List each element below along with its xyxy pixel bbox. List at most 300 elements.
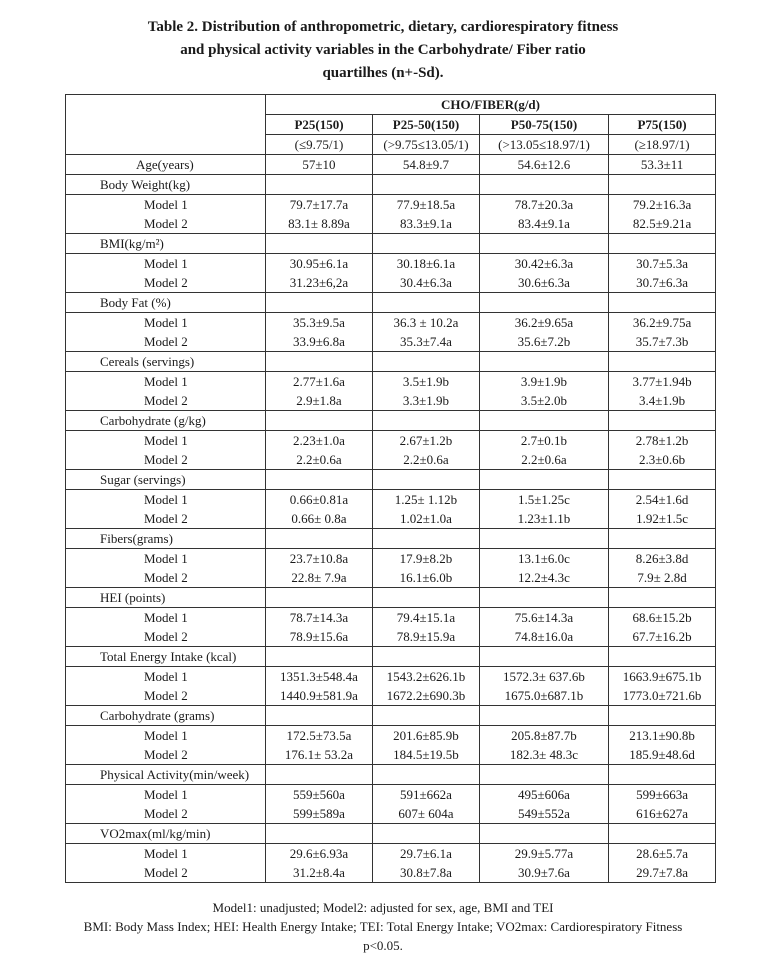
model-2-value: 35.7±7.3b bbox=[635, 334, 689, 349]
empty-cell bbox=[373, 175, 480, 195]
value-cell bbox=[480, 726, 609, 765]
model-1-value: 8.26±3.8d bbox=[635, 551, 689, 566]
model-2-value: 30.9±7.6a bbox=[518, 865, 570, 880]
model-label: Model 2 bbox=[144, 865, 188, 880]
model-1-value: 29.9±5.77a bbox=[514, 846, 574, 861]
model-label: Model 1 bbox=[144, 669, 188, 684]
model-2-value: 1.92±1.5c bbox=[636, 511, 688, 526]
model-label-cell bbox=[66, 254, 266, 293]
value-cell bbox=[373, 608, 480, 647]
value-cell bbox=[266, 726, 373, 765]
model-label: Model 1 bbox=[144, 846, 188, 861]
model-2-value: 35.3±7.4a bbox=[400, 334, 452, 349]
model-2-value: 176.1± 53.2a bbox=[284, 747, 354, 762]
model-2-value: 30.7±6.3a bbox=[636, 275, 688, 290]
value-cell bbox=[373, 254, 480, 293]
model-label: Model 1 bbox=[144, 433, 188, 448]
model-2-value: 30.4±6.3a bbox=[400, 275, 452, 290]
model-2-value: 83.1± 8.89a bbox=[288, 216, 350, 231]
model-2-value: 7.9± 2.8d bbox=[637, 570, 687, 585]
empty-cell bbox=[480, 411, 609, 431]
model-1-value: 36.2±9.65a bbox=[514, 315, 574, 330]
variable-label: Fibers(grams) bbox=[100, 531, 173, 546]
value-cell bbox=[266, 372, 373, 411]
variable-label: Carbohydrate (g/kg) bbox=[100, 413, 206, 428]
value-cell bbox=[480, 313, 609, 352]
value-cell bbox=[373, 372, 480, 411]
model-2-value: 182.3± 48.3c bbox=[509, 747, 579, 762]
empty-cell bbox=[373, 470, 480, 490]
model-2-value: 599±589a bbox=[293, 806, 345, 821]
value-cell bbox=[480, 608, 609, 647]
value-cell bbox=[480, 372, 609, 411]
empty-cell bbox=[609, 765, 716, 785]
variable-label: Body Weight(kg) bbox=[100, 177, 191, 192]
variable-label-cell bbox=[66, 293, 266, 313]
model-2-value: 1.23±1.1b bbox=[517, 511, 571, 526]
model-values-row bbox=[66, 726, 716, 765]
model-label: Model 2 bbox=[144, 275, 188, 290]
model-label: Model 2 bbox=[144, 511, 188, 526]
header-range: (≥18.97/1) bbox=[609, 135, 716, 155]
empty-cell bbox=[480, 352, 609, 372]
header-group-cell: CHO/FIBER(g/d) bbox=[266, 95, 716, 115]
value-cell bbox=[609, 726, 716, 765]
model-1-value: 2.78±1.2b bbox=[635, 433, 689, 448]
table-cell: 54.6±12.6 bbox=[480, 155, 609, 175]
value-cell bbox=[480, 844, 609, 883]
model-1-value: 1543.2±626.1b bbox=[386, 669, 466, 684]
model-label: Model 2 bbox=[144, 688, 188, 703]
empty-cell bbox=[480, 706, 609, 726]
model-1-value: 2.7±0.1b bbox=[520, 433, 568, 448]
variable-label-cell bbox=[66, 234, 266, 254]
empty-cell bbox=[266, 352, 373, 372]
model-1-value: 75.6±14.3a bbox=[514, 610, 574, 625]
variable-header-row bbox=[66, 411, 716, 431]
value-cell bbox=[373, 844, 480, 883]
empty-cell bbox=[266, 824, 373, 844]
model-values-row bbox=[66, 844, 716, 883]
model-2-value: 184.5±19.5b bbox=[393, 747, 459, 762]
variable-header-row bbox=[66, 765, 716, 785]
empty-cell bbox=[373, 352, 480, 372]
empty-cell bbox=[373, 647, 480, 667]
value-cell bbox=[266, 431, 373, 470]
value-cell bbox=[480, 195, 609, 234]
header-col: P75(150) bbox=[609, 115, 716, 135]
variable-label-cell bbox=[66, 765, 266, 785]
model-1-value: 599±663a bbox=[636, 787, 688, 802]
table-cell: 53.3±11 bbox=[609, 155, 716, 175]
model-2-value: 31.23±6,2a bbox=[289, 275, 349, 290]
model-2-value: 0.66± 0.8a bbox=[291, 511, 347, 526]
title-line-3: quartilhes (n+-Sd). bbox=[322, 65, 444, 81]
empty-cell bbox=[609, 175, 716, 195]
variable-label: Cereals (servings) bbox=[100, 354, 195, 369]
model-label-cell bbox=[66, 608, 266, 647]
model-1-value: 30.7±5.3a bbox=[636, 256, 688, 271]
empty-cell bbox=[609, 470, 716, 490]
model-1-value: 36.3 ± 10.2a bbox=[393, 315, 459, 330]
model-label-cell bbox=[66, 372, 266, 411]
value-cell bbox=[609, 490, 716, 529]
header-col: P25-50(150) bbox=[373, 115, 480, 135]
value-cell bbox=[373, 195, 480, 234]
model-label: Model 1 bbox=[144, 610, 188, 625]
model-label: Model 1 bbox=[144, 374, 188, 389]
model-1-value: 2.23±1.0a bbox=[293, 433, 345, 448]
value-cell bbox=[373, 785, 480, 824]
empty-cell bbox=[480, 529, 609, 549]
model-1-value: 79.4±15.1a bbox=[396, 610, 456, 625]
model-1-value: 36.2±9.75a bbox=[632, 315, 692, 330]
variable-header-row bbox=[66, 293, 716, 313]
empty-cell bbox=[480, 824, 609, 844]
model-2-value: 1440.9±581.9a bbox=[280, 688, 358, 703]
model-values-row bbox=[66, 372, 716, 411]
variable-label-cell bbox=[66, 529, 266, 549]
empty-cell bbox=[373, 234, 480, 254]
header-empty-cell bbox=[66, 95, 266, 155]
model-values-row bbox=[66, 313, 716, 352]
value-cell bbox=[609, 372, 716, 411]
empty-cell bbox=[609, 529, 716, 549]
model-1-value: 1351.3±548.4a bbox=[280, 669, 358, 684]
header-range: (>9.75≤13.05/1) bbox=[373, 135, 480, 155]
model-label-cell bbox=[66, 844, 266, 883]
model-1-value: 79.7±17.7a bbox=[289, 197, 349, 212]
variable-header-row bbox=[66, 588, 716, 608]
value-cell bbox=[373, 313, 480, 352]
variable-header-row bbox=[66, 470, 716, 490]
value-cell bbox=[480, 667, 609, 706]
variable-header-row bbox=[66, 706, 716, 726]
model-1-value: 77.9±18.5a bbox=[396, 197, 456, 212]
model-1-value: 495±606a bbox=[518, 787, 570, 802]
model-1-value: 2.67±1.2b bbox=[399, 433, 453, 448]
age-label: Age(years) bbox=[136, 157, 194, 172]
model-2-value: 30.8±7.8a bbox=[400, 865, 452, 880]
title-line-2: and physical activity variables in the Carbohydrate/ Fiber ratio bbox=[180, 42, 586, 58]
variable-header-row bbox=[66, 529, 716, 549]
model-values-row bbox=[66, 785, 716, 824]
model-2-value: 185.9±48.6d bbox=[629, 747, 695, 762]
empty-cell bbox=[480, 765, 609, 785]
model-label: Model 1 bbox=[144, 315, 188, 330]
model-2-value: 616±627a bbox=[636, 806, 688, 821]
empty-cell bbox=[266, 529, 373, 549]
table-body bbox=[66, 95, 716, 883]
model-values-row bbox=[66, 431, 716, 470]
value-cell bbox=[480, 549, 609, 588]
model-1-value: 17.9±8.2b bbox=[399, 551, 453, 566]
value-cell bbox=[266, 549, 373, 588]
model-2-value: 2.2±0.6a bbox=[521, 452, 567, 467]
model-2-value: 2.2±0.6a bbox=[296, 452, 342, 467]
variable-label: Body Fat (%) bbox=[100, 295, 171, 310]
model-label: Model 2 bbox=[144, 806, 188, 821]
title-line-1: Table 2. Distribution of anthropometric, dietary, cardiorespiratory fitness bbox=[147, 19, 619, 35]
value-cell bbox=[373, 549, 480, 588]
model-label-cell bbox=[66, 785, 266, 824]
empty-cell bbox=[266, 411, 373, 431]
empty-cell bbox=[266, 588, 373, 608]
value-cell bbox=[266, 313, 373, 352]
value-cell bbox=[266, 254, 373, 293]
model-1-value: 172.5±73.5a bbox=[286, 728, 352, 743]
value-cell bbox=[266, 844, 373, 883]
model-2-value: 74.8±16.0a bbox=[514, 629, 574, 644]
model-2-value: 83.4±9.1a bbox=[518, 216, 570, 231]
empty-cell bbox=[373, 293, 480, 313]
empty-cell bbox=[609, 411, 716, 431]
model-1-value: 591±662a bbox=[400, 787, 452, 802]
variable-label: Carbohydrate (grams) bbox=[100, 708, 215, 723]
model-1-value: 3.77±1.94b bbox=[632, 374, 692, 389]
variable-label: HEI (points) bbox=[100, 590, 166, 605]
variable-header-row bbox=[66, 234, 716, 254]
empty-cell bbox=[373, 765, 480, 785]
model-1-value: 78.7±14.3a bbox=[289, 610, 349, 625]
model-label-cell bbox=[66, 549, 266, 588]
model-1-value: 35.3±9.5a bbox=[293, 315, 345, 330]
model-2-value: 29.7±7.8a bbox=[636, 865, 688, 880]
model-2-value: 3.4±1.9b bbox=[638, 393, 686, 408]
value-cell bbox=[609, 313, 716, 352]
model-2-value: 67.7±16.2b bbox=[632, 629, 692, 644]
model-1-value: 1663.9±675.1b bbox=[622, 669, 702, 684]
model-1-value: 0.66±0.81a bbox=[289, 492, 349, 507]
model-1-value: 78.7±20.3a bbox=[514, 197, 574, 212]
table-cell: 57±10 bbox=[266, 155, 373, 175]
model-label: Model 2 bbox=[144, 393, 188, 408]
model-1-value: 30.95±6.1a bbox=[289, 256, 349, 271]
model-2-value: 30.6±6.3a bbox=[518, 275, 570, 290]
model-values-row bbox=[66, 667, 716, 706]
model-2-value: 16.1±6.0b bbox=[399, 570, 453, 585]
header-range: (≤9.75/1) bbox=[266, 135, 373, 155]
empty-cell bbox=[480, 647, 609, 667]
model-1-value: 79.2±16.3a bbox=[632, 197, 692, 212]
footnote-significance: p<0.05. bbox=[363, 938, 403, 953]
value-cell bbox=[480, 431, 609, 470]
footnote-abbreviations: BMI: Body Mass Index; HEI: Health Energy Intake; TEI: Total Energy Intake; VO2max: Cardiorespiratory Fitness bbox=[83, 919, 683, 934]
model-label: Model 2 bbox=[144, 747, 188, 762]
value-cell bbox=[609, 195, 716, 234]
model-values-row bbox=[66, 254, 716, 293]
model-1-value: 29.7±6.1a bbox=[400, 846, 452, 861]
value-cell bbox=[609, 549, 716, 588]
model-label: Model 1 bbox=[144, 787, 188, 802]
model-1-value: 559±560a bbox=[293, 787, 345, 802]
empty-cell bbox=[266, 175, 373, 195]
model-2-value: 35.6±7.2b bbox=[517, 334, 571, 349]
model-2-value: 3.3±1.9b bbox=[402, 393, 450, 408]
model-2-value: 2.3±0.6b bbox=[638, 452, 686, 467]
empty-cell bbox=[266, 234, 373, 254]
model-1-value: 13.1±6.0c bbox=[518, 551, 570, 566]
empty-cell bbox=[266, 470, 373, 490]
model-2-value: 1773.0±721.6b bbox=[622, 688, 702, 703]
empty-cell bbox=[609, 647, 716, 667]
model-label: Model 2 bbox=[144, 452, 188, 467]
model-2-value: 607± 604a bbox=[398, 806, 454, 821]
variable-label-cell bbox=[66, 647, 266, 667]
empty-cell bbox=[373, 588, 480, 608]
model-2-value: 33.9±6.8a bbox=[293, 334, 345, 349]
value-cell bbox=[609, 431, 716, 470]
model-2-value: 78.9±15.9a bbox=[396, 629, 456, 644]
model-1-value: 3.9±1.9b bbox=[520, 374, 568, 389]
model-label: Model 2 bbox=[144, 629, 188, 644]
model-2-value: 83.3±9.1a bbox=[400, 216, 452, 231]
model-label-cell bbox=[66, 195, 266, 234]
row-label bbox=[66, 155, 266, 175]
value-cell bbox=[373, 431, 480, 470]
empty-cell bbox=[609, 293, 716, 313]
empty-cell bbox=[609, 588, 716, 608]
model-label-cell bbox=[66, 431, 266, 470]
value-cell bbox=[480, 490, 609, 529]
value-cell bbox=[480, 785, 609, 824]
model-1-value: 2.77±1.6a bbox=[293, 374, 345, 389]
variable-header-row bbox=[66, 824, 716, 844]
empty-cell bbox=[609, 234, 716, 254]
empty-cell bbox=[480, 588, 609, 608]
model-label: Model 2 bbox=[144, 216, 188, 231]
empty-cell bbox=[609, 352, 716, 372]
model-1-value: 3.5±1.9b bbox=[402, 374, 450, 389]
model-1-value: 28.6±5.7a bbox=[636, 846, 688, 861]
model-1-value: 1.5±1.25c bbox=[518, 492, 570, 507]
model-1-value: 30.18±6.1a bbox=[396, 256, 456, 271]
model-2-value: 1.02±1.0a bbox=[400, 511, 452, 526]
model-values-row bbox=[66, 608, 716, 647]
variable-label-cell bbox=[66, 352, 266, 372]
model-values-row bbox=[66, 549, 716, 588]
model-label: Model 2 bbox=[144, 570, 188, 585]
value-cell bbox=[373, 726, 480, 765]
value-cell bbox=[266, 490, 373, 529]
model-1-value: 201.6±85.9b bbox=[393, 728, 459, 743]
variable-label: Sugar (servings) bbox=[100, 472, 186, 487]
empty-cell bbox=[373, 411, 480, 431]
model-1-value: 30.42±6.3a bbox=[514, 256, 574, 271]
age-row bbox=[66, 155, 716, 175]
value-cell bbox=[609, 608, 716, 647]
empty-cell bbox=[480, 293, 609, 313]
value-cell bbox=[266, 785, 373, 824]
empty-cell bbox=[609, 706, 716, 726]
model-label-cell bbox=[66, 490, 266, 529]
header-row-group bbox=[66, 95, 716, 115]
empty-cell bbox=[480, 234, 609, 254]
model-1-value: 2.54±1.6d bbox=[635, 492, 689, 507]
value-cell bbox=[266, 608, 373, 647]
header-range: (>13.05≤18.97/1) bbox=[480, 135, 609, 155]
model-label-cell bbox=[66, 667, 266, 706]
model-2-value: 549±552a bbox=[518, 806, 570, 821]
variable-label: Total Energy Intake (kcal) bbox=[100, 649, 237, 664]
model-2-value: 1675.0±687.1b bbox=[504, 688, 584, 703]
model-2-value: 1672.2±690.3b bbox=[386, 688, 466, 703]
variable-label-cell bbox=[66, 706, 266, 726]
value-cell bbox=[266, 195, 373, 234]
empty-cell bbox=[373, 706, 480, 726]
model-label: Model 1 bbox=[144, 197, 188, 212]
model-2-value: 78.9±15.6a bbox=[289, 629, 349, 644]
model-1-value: 1572.3± 637.6b bbox=[503, 669, 585, 684]
model-label-cell bbox=[66, 726, 266, 765]
variable-header-row bbox=[66, 175, 716, 195]
model-1-value: 205.8±87.7b bbox=[511, 728, 577, 743]
table-cell: 54.8±9.7 bbox=[373, 155, 480, 175]
variable-label-cell bbox=[66, 824, 266, 844]
table-title bbox=[0, 16, 766, 85]
variable-label-cell bbox=[66, 411, 266, 431]
model-2-value: 2.2±0.6a bbox=[403, 452, 449, 467]
model-1-value: 213.1±90.8b bbox=[629, 728, 695, 743]
model-1-value: 29.6±6.93a bbox=[289, 846, 349, 861]
value-cell bbox=[609, 667, 716, 706]
value-cell bbox=[266, 667, 373, 706]
model-2-value: 31.2±8.4a bbox=[293, 865, 345, 880]
variable-label-cell bbox=[66, 588, 266, 608]
value-cell bbox=[373, 490, 480, 529]
value-cell bbox=[373, 667, 480, 706]
header-col: P50-75(150) bbox=[480, 115, 609, 135]
model-label: Model 2 bbox=[144, 334, 188, 349]
data-table bbox=[65, 94, 716, 883]
model-values-row bbox=[66, 490, 716, 529]
empty-cell bbox=[480, 470, 609, 490]
model-1-value: 1.25± 1.12b bbox=[394, 492, 458, 507]
empty-cell bbox=[373, 529, 480, 549]
empty-cell bbox=[266, 293, 373, 313]
model-values-row bbox=[66, 195, 716, 234]
empty-cell bbox=[373, 824, 480, 844]
variable-header-row bbox=[66, 647, 716, 667]
empty-cell bbox=[266, 706, 373, 726]
model-2-value: 22.8± 7.9a bbox=[291, 570, 347, 585]
value-cell bbox=[609, 785, 716, 824]
empty-cell bbox=[609, 824, 716, 844]
variable-label: BMI(kg/m²) bbox=[100, 236, 164, 251]
footnote-models: Model1: unadjusted; Model2: adjusted for sex, age, BMI and TEI bbox=[212, 900, 554, 915]
model-2-value: 2.9±1.8a bbox=[296, 393, 342, 408]
variable-header-row bbox=[66, 352, 716, 372]
model-label: Model 1 bbox=[144, 492, 188, 507]
empty-cell bbox=[480, 175, 609, 195]
model-label: Model 1 bbox=[144, 551, 188, 566]
model-2-value: 3.5±2.0b bbox=[520, 393, 568, 408]
value-cell bbox=[609, 844, 716, 883]
variable-label-cell bbox=[66, 175, 266, 195]
variable-label: Physical Activity(min/week) bbox=[100, 767, 250, 782]
model-1-value: 68.6±15.2b bbox=[632, 610, 692, 625]
header-col: P25(150) bbox=[266, 115, 373, 135]
model-label: Model 1 bbox=[144, 728, 188, 743]
value-cell bbox=[609, 254, 716, 293]
model-label-cell bbox=[66, 313, 266, 352]
model-label: Model 1 bbox=[144, 256, 188, 271]
variable-label: VO2max(ml/kg/min) bbox=[100, 826, 211, 841]
model-1-value: 23.7±10.8a bbox=[289, 551, 349, 566]
empty-cell bbox=[266, 765, 373, 785]
model-2-value: 12.2±4.3c bbox=[518, 570, 570, 585]
model-2-value: 82.5±9.21a bbox=[632, 216, 692, 231]
